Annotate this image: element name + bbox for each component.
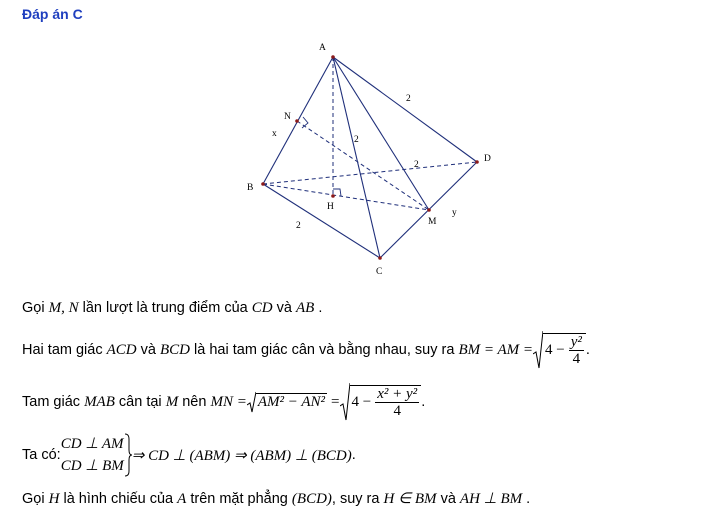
radicand-fraction: 4 − $\frac{\text{x² + y²}}{4}$ bbox=[350, 385, 422, 419]
point-C bbox=[378, 256, 382, 260]
text-line-3: Tam giác MAB cân tại M nên MN = AM² − AN² = 4 − $\frac{\text{x² + y²}}{4}$ . bbox=[22, 382, 425, 422]
text-line-5: Gọi H là hình chiếu của A trên mặt phẳng (BCD), suy ra H ∈ BM và AH ⊥ BM . bbox=[22, 491, 531, 507]
right-brace-icon bbox=[124, 433, 132, 477]
label-AC: 2 bbox=[354, 135, 359, 145]
sqrt-sign-small bbox=[247, 391, 256, 413]
edge-AC bbox=[333, 57, 380, 258]
edge-BD bbox=[263, 162, 477, 184]
sqrt-sign-large bbox=[340, 382, 350, 422]
edge-AM bbox=[333, 57, 429, 210]
fraction-x2y2-over-4: $\frac{\text{x² + y²}}{4}$ bbox=[377, 386, 418, 419]
label-N: N bbox=[284, 112, 291, 122]
point-H bbox=[331, 194, 335, 198]
point-A bbox=[331, 55, 335, 59]
edge-AD bbox=[333, 57, 477, 162]
point-N bbox=[295, 119, 299, 123]
point-B bbox=[261, 182, 265, 186]
label-D: D bbox=[484, 154, 491, 164]
label-B: B bbox=[247, 183, 254, 193]
radicand: 4 − $\frac{\text{y²}}{4}$ bbox=[543, 333, 586, 367]
segment-NM bbox=[297, 121, 429, 210]
label-C: C bbox=[376, 267, 383, 277]
label-BD: 2 bbox=[414, 160, 419, 170]
radicand-am-an: AM² − AN² bbox=[257, 394, 325, 410]
text-line-1: Gọi M, N lần lượt là trung điểm của CD và AB . bbox=[22, 300, 323, 316]
edge-BC bbox=[263, 184, 380, 258]
answer-heading: Đáp án C bbox=[22, 6, 83, 22]
sqrt-sign bbox=[533, 330, 543, 370]
fraction-y2-over-4: $\frac{\text{y²}}{4}$ bbox=[570, 334, 582, 367]
equation-system: CD ⊥ AM CD ⊥ BM bbox=[60, 436, 124, 474]
label-x: x bbox=[272, 129, 277, 139]
point-M bbox=[427, 208, 431, 212]
label-H: H bbox=[327, 202, 334, 212]
segment-BM bbox=[263, 184, 429, 210]
label-y: y bbox=[452, 208, 457, 218]
text-line-2: Hai tam giác ACD và BCD là hai tam giác cân và bằng nhau, suy ra BM = AM = 4 − $\frac{\text{y²}}{4}$ . bbox=[22, 330, 590, 370]
label-M: M bbox=[428, 217, 437, 227]
point-D bbox=[475, 160, 479, 164]
label-A: A bbox=[319, 43, 326, 53]
label-AD: 2 bbox=[406, 94, 411, 104]
text-line-4: Ta có: CD ⊥ AM CD ⊥ BM ⇒ CD ⊥ (ABM) ⇒ (ABM) ⊥ (BCD) . bbox=[22, 432, 356, 478]
label-BC: 2 bbox=[296, 221, 301, 231]
